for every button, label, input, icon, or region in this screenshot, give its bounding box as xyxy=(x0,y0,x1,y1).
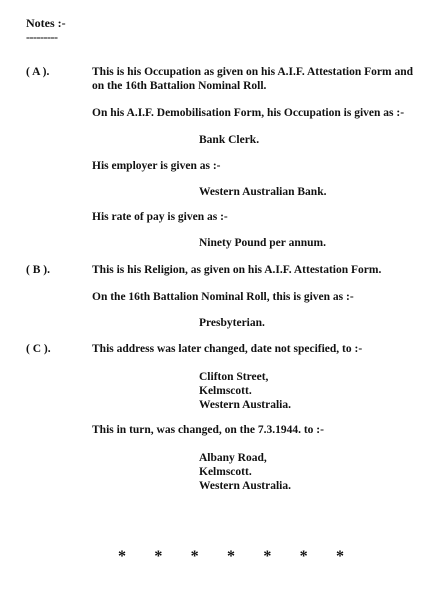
footer-asterisk: * xyxy=(263,548,272,565)
footer-asterisk: * xyxy=(335,548,344,565)
address-1-line-1: Clifton Street, xyxy=(199,371,269,383)
address-1-line-3: Western Australia. xyxy=(199,399,291,411)
note-marker-c: ( C ). xyxy=(26,343,51,355)
address-2-line-3: Western Australia. xyxy=(199,480,291,492)
note-marker-b: ( B ). xyxy=(26,264,50,276)
note-c-paragraph-2: This in turn, was changed, on the 7.3.1944. to :- xyxy=(92,424,324,436)
note-a-paragraph-1: This is his Occupation as given on his A.I.F. Attestation Form and on the 16th Battalion Nominal Roll. xyxy=(92,66,413,92)
note-a-pay: Ninety Pound per annum. xyxy=(199,237,326,249)
address-1-line-2: Kelmscott. xyxy=(199,385,252,397)
footer-asterisk: * xyxy=(299,548,308,565)
note-marker-a: ( A ). xyxy=(26,66,50,78)
footer-asterisk-row xyxy=(118,548,344,566)
notes-underline: --------- xyxy=(26,30,58,44)
note-a-paragraph-3: His employer is given as :- xyxy=(92,160,221,172)
note-b-paragraph-1: This is his Religion, as given on his A.I.F. Attestation Form. xyxy=(92,264,382,276)
note-a-paragraph-4: His rate of pay is given as :- xyxy=(92,211,228,223)
note-c-paragraph-1: This address was later changed, date not specified, to :- xyxy=(92,343,363,355)
footer-asterisk: * xyxy=(118,548,126,565)
note-a-occupation: Bank Clerk. xyxy=(199,134,260,146)
address-2-line-2: Kelmscott. xyxy=(199,466,252,478)
note-a-paragraph-2: On his A.I.F. Demobilisation Form, his Occupation is given as :- xyxy=(92,107,405,119)
note-a-employer: Western Australian Bank. xyxy=(199,186,327,198)
footer-asterisk: * xyxy=(154,548,163,565)
footer-asterisk: * xyxy=(190,548,199,565)
footer-asterisk: * xyxy=(226,548,235,565)
notes-heading: Notes :- xyxy=(26,16,66,30)
address-2-line-1: Albany Road, xyxy=(199,452,267,464)
note-b-paragraph-2: On the 16th Battalion Nominal Roll, this is given as :- xyxy=(92,291,354,303)
note-b-religion: Presbyterian. xyxy=(199,317,265,329)
